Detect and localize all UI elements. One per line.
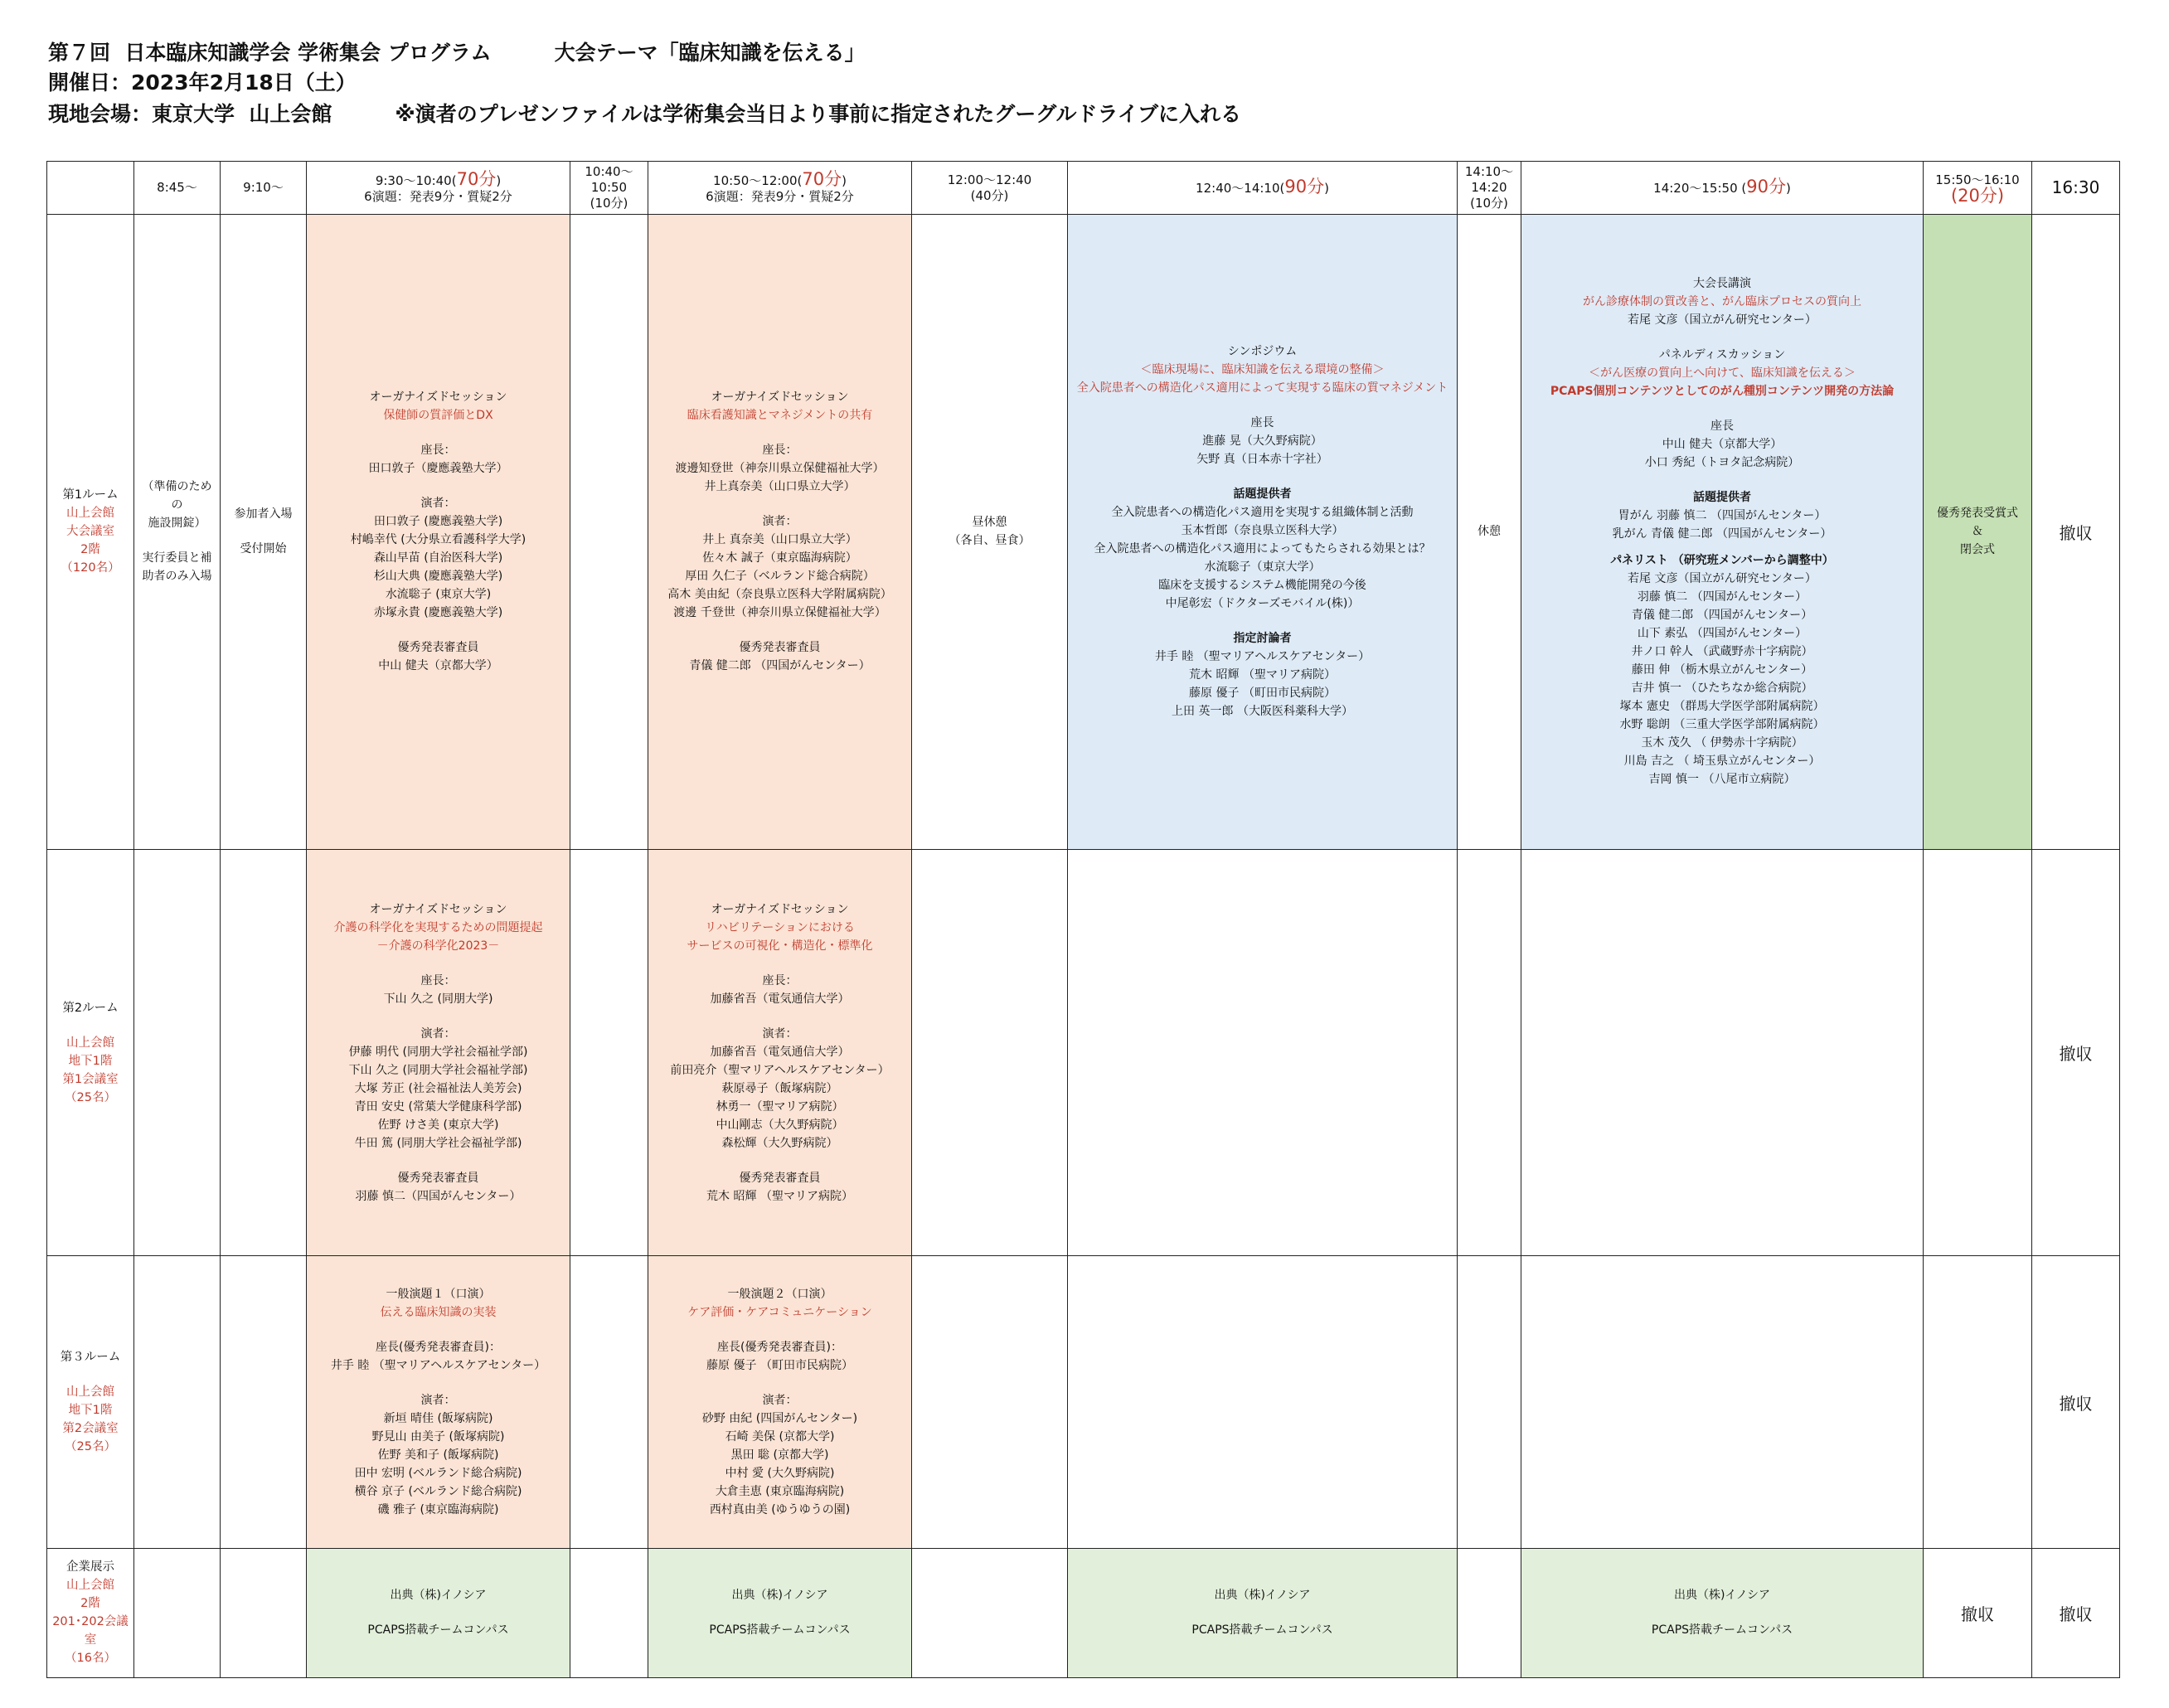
- room2-empty-1040: [570, 849, 648, 1256]
- expo-empty-1040: [570, 1548, 648, 1677]
- speaker: 田中 宏明 (ベルランド総合病院): [354, 1467, 522, 1481]
- room1-presidential-lecture: 大会長講演 がん診療体制の質改善と、がん臨床プロセスの質向上 若尾 文彦（国立がん研究センター） パネルディスカッション ＜がん医療の質向上へ向けて、臨床知識を伝える＞ PCAPS個別コンテンツとしてのがん種別コンテンツ開発の方法論 座長 中山 健夫（京都大学） 小口 秀紀（トヨタ記念病院） 話題提供者 胃がん 羽藤 慎二 （四国がんセンター） 乳がん 青儀 健二郎 （四国がんセンター） パネリスト （研究班メンバーから調整中） 若尾 文彦（国立がん研究センター） 羽藤 慎二 （四国がんセンター） 青儀 健二郎 （四国がんセンター） 山下 素弘 （四国がんセンター） 井ノ口 幹人 （武蔵野赤十字病院） 藤田 伸 （栃木県立がんセンター） 吉井 慎一 （ひたちなか総合病院） 塚本 憲史 （群馬大学医学部附属病院） 水野 聡朗 （三重大学医学部附属病院） 玉木 茂久 （ 伊勢赤十字病院） 川島 吉之 （ 埼玉県立がんセンター） 吉岡 慎一 （八尾市立病院）: [1521, 215, 1924, 850]
- speaker: 大塚 芳正 (社会福祉法人美芳会): [354, 1081, 522, 1095]
- speaker: 田口敦子 (慶應義塾大学): [373, 515, 503, 529]
- room2-empty-1420: [1521, 849, 1924, 1256]
- col-1240: 12:40～14:10(90分): [1068, 162, 1458, 215]
- speaker: 佐々木 誠子（東京臨海病院）: [702, 551, 857, 565]
- room3-withdraw: 撤収: [2032, 1256, 2120, 1548]
- panelist: 羽藤 慎二 （四国がんセンター）: [1637, 590, 1808, 604]
- panelist: 水野 聡朗 （三重大学医学部附属病院）: [1619, 718, 1825, 732]
- col-0845: 8:45～: [134, 162, 221, 215]
- col-1630: 16:30: [2032, 162, 2120, 215]
- speaker: 砂野 由紀 (四国がんセンター): [701, 1412, 858, 1426]
- room3-session1: 一般演題１（口演） 伝える臨床知識の実装 座長(優秀発表審査員)： 井手 睦 （聖マリアヘルスケアセンター） 演者： 新垣 晴佳 (飯塚病院) 野見山 由美子 (飯塚病院) 佐野 美和子 (飯塚病院) 田中 宏明 (ベルランド総合病院) 横谷 京子 (ベルランド総合病院) 磯 雅子 (東京臨海病院): [307, 1256, 570, 1548]
- panelist: 塚本 憲史 （群馬大学医学部附属病院）: [1619, 700, 1825, 714]
- room1-break2: 休憩: [1458, 215, 1521, 850]
- speaker: 伊藤 明代 (同朋大学社会福祉学部): [348, 1045, 528, 1059]
- room2-empty-1410: [1458, 849, 1521, 1256]
- speaker: 村嶋幸代 (大分県立看護科学大学): [350, 533, 526, 547]
- col-1200: 12:00～12:40 (40分): [912, 162, 1068, 215]
- col-1420: 14:20～15:50 (90分): [1521, 162, 1924, 215]
- speaker: 西村真由美 (ゆうゆうの園): [709, 1503, 851, 1517]
- speaker: 中山剛志（大久野病院）: [716, 1118, 844, 1132]
- room3-empty-0845: [134, 1256, 221, 1548]
- corner-cell: [47, 162, 134, 215]
- speaker: 林勇一（聖マリア病院）: [716, 1099, 844, 1114]
- room2-row: [47, 849, 2120, 1256]
- speaker: 高木 美由紀（奈良県立医科大学附属病院）: [667, 588, 892, 602]
- speaker: 井上 真奈美（山口県立大学）: [702, 533, 857, 547]
- room1-registration-cell: 参加者入場 受付開始: [221, 215, 307, 850]
- speaker: 萩原尋子（飯塚病院）: [721, 1081, 838, 1095]
- expo-exhibit: 出典（株)イノシア PCAPS搭載チームコンパス: [307, 1548, 570, 1677]
- speaker: 青田 安史 (常葉大学健康科学部): [354, 1099, 522, 1114]
- speaker: 森松輝（大久野病院）: [721, 1136, 838, 1150]
- room2-session1: オーガナイズドセッション 介護の科学化を実現するための問題提起 －介護の科学化2023－ 座長： 下山 久之 (同朋大学) 演者： 伊藤 明代 (同朋大学社会福祉学部) 下山 久之 (同朋大学社会福祉学部) 大塚 芳正 (社会福祉法人美芳会) 青田 安史 (常葉大学健康科学部) 佐野 けさ美 (東京大学) 牛田 篤 (同朋大学社会福祉学部) 優秀発表審査員 羽藤 慎二（四国がんセンター）: [307, 849, 570, 1256]
- speaker: 厚田 久仁子（ベルランド総合病院）: [685, 570, 875, 584]
- speaker: 杉山大典 (慶應義塾大学): [373, 570, 503, 584]
- program-theme: 大会テーマ「臨床知識を伝える」: [554, 41, 866, 65]
- room1-session1: オーガナイズドセッション 保健師の質評価とDX 座長： 田口敦子（慶應義塾大学） 演者： 田口敦子 (慶應義塾大学) 村嶋幸代 (大分県立看護科学大学) 森山早苗 (自治医科大学) 杉山大典 (慶應義塾大学) 水流聡子 (東京大学) 赤塚永貴 (慶應義塾大学) 優秀発表審査員 中山 健夫（京都大学）: [307, 215, 570, 850]
- expo-empty-1410: [1458, 1548, 1521, 1677]
- panelist: 川島 吉之 （ 埼玉県立がんセンター）: [1623, 755, 1821, 769]
- speaker: 磯 雅子 (東京臨海病院): [377, 1503, 499, 1517]
- expo-withdraw: 撤収: [2032, 1548, 2120, 1677]
- col-1410: 14:10～ 14:20 (10分): [1458, 162, 1521, 215]
- panelist: 山下 素弘 （四国がんセンター）: [1637, 627, 1808, 641]
- room1-row: [47, 215, 2120, 850]
- room3-empty-0910: [221, 1256, 307, 1548]
- room2-empty-1550: [1924, 849, 2032, 1256]
- panelist: 玉木 茂久 （ 伊勢赤十字病院）: [1641, 736, 1803, 750]
- program-title-line: [48, 38, 866, 68]
- room2-withdraw: 撤収: [2032, 849, 2120, 1256]
- presentation-file-note: ※演者のプレゼンファイルは学術集会当日より事前に指定されたグーグルドライブに入れる: [395, 102, 1241, 126]
- time-header-row: [47, 162, 2120, 215]
- venue-line: [48, 99, 1241, 129]
- panelist: 井ノ口 幹人 （武蔵野赤十字病院）: [1631, 645, 1813, 659]
- panelist: 若尾 文彦（国立がん研究センター）: [1628, 572, 1817, 586]
- room1-break1: [570, 215, 648, 850]
- schedule-table: [46, 161, 2120, 1678]
- room3-empty-1410: [1458, 1256, 1521, 1548]
- room3-empty-1550: [1924, 1256, 2032, 1548]
- expo-withdraw: 撤収: [1924, 1548, 2032, 1677]
- room2-empty-1240: [1068, 849, 1458, 1256]
- speaker: 前田亮介（聖マリアヘルスケアセンター）: [670, 1063, 890, 1077]
- event-date: 開催日：2023年2月18日（土）: [48, 70, 357, 95]
- room1-lunch: 昼休憩 （各自、昼食）: [912, 215, 1068, 850]
- col-1050: 10:50～12:00(70分) 6演題：発表9分・質疑2分: [648, 162, 912, 215]
- speaker: 赤塚永貴 (慶應義塾大学): [373, 606, 503, 620]
- speaker: 中村 愛 (大久野病院): [725, 1467, 835, 1481]
- room3-empty-1200: [912, 1256, 1068, 1548]
- expo-exhibit: 出典（株)イノシア PCAPS搭載チームコンパス: [648, 1548, 912, 1677]
- room1-label: 第1ルーム 山上会館 大会議室 2階 （120名）: [47, 215, 134, 850]
- room1-session2: オーガナイズドセッション 臨床看護知識とマネジメントの共有 座長： 渡邊知登世（神奈川県立保健福祉大学） 井上真奈美（山口県立大学） 演者： 井上 真奈美（山口県立大学） 佐々木 誠子（東京臨海病院） 厚田 久仁子（ベルランド総合病院） 高木 美由紀（奈良県立医科大学附属病院） 渡邊 千登世（神奈川県立保健福祉大学） 優秀発表審査員 青儀 健二郎 （四国がんセンター）: [648, 215, 912, 850]
- program-title: 第７回 日本臨床知識学会 学術集会 プログラム: [48, 41, 492, 65]
- panelist: 藤田 伸 （栃木県立がんセンター）: [1631, 663, 1813, 677]
- room2-label: 第2ルーム 山上会館 地下1階 第1会議室 （25名）: [47, 849, 134, 1256]
- speaker: 下山 久之 (同朋大学社会福祉学部): [348, 1063, 528, 1077]
- expo-exhibit: 出典（株)イノシア PCAPS搭載チームコンパス: [1521, 1548, 1924, 1677]
- col-1550: 15:50～16:10 (20分): [1924, 162, 2032, 215]
- expo-empty-0910: [221, 1548, 307, 1677]
- expo-row: [47, 1548, 2120, 1677]
- speaker: 牛田 篤 (同朋大学社会福祉学部): [354, 1136, 522, 1150]
- speaker: 黒田 聡 (京都大学): [730, 1448, 829, 1463]
- speaker: 水流聡子 (東京大学): [385, 588, 492, 602]
- room3-session2: 一般演題２（口演） ケア評価・ケアコミュニケーション 座長(優秀発表審査員)： 藤原 優子 （町田市民病院） 演者： 砂野 由紀 (四国がんセンター) 石崎 美保 (京都大学) 黒田 聡 (京都大学) 中村 愛 (大久野病院) 大倉圭恵 (東京臨海病院) 西村真由美 (ゆうゆうの園): [648, 1256, 912, 1548]
- room1-withdraw: 撤収: [2032, 215, 2120, 850]
- room2-empty-0845: [134, 849, 221, 1256]
- room1-symposium: シンポジウム ＜臨床現場に、臨床知識を伝える環境の整備＞ 全入院患者への構造化パス適用によって実現する臨床の質マネジメント 座長 進藤 晃（大久野病院） 矢野 真（日本赤十字社） 話題提供者 全入院患者への構造化パス適用を実現する組織体制と活動 玉本哲郎（奈良県立医科大学） 全入院患者への構造化パス適用によってもたらされる効果とは？ 水流聡子（東京大学） 臨床を支援するシステム機能開発の今後 中尾彰宏（ドクターズモバイル(株)） 指定討論者 井手 睦 （聖マリアヘルスケアセンター） 荒木 昭輝 （聖マリア病院） 藤原 優子 （町田市民病院） 上田 英一郎 （大阪医科薬科大学）: [1068, 215, 1458, 850]
- speaker: 大倉圭恵 (東京臨海病院): [715, 1485, 845, 1499]
- panelist: 吉井 慎一 （ひたちなか総合病院）: [1631, 682, 1813, 696]
- col-0910: 9:10～: [221, 162, 307, 215]
- expo-exhibit: 出典（株)イノシア PCAPS搭載チームコンパス: [1068, 1548, 1458, 1677]
- room1-award-closing: 優秀発表受賞式 ＆ 閉会式: [1924, 215, 2032, 850]
- speaker: 加藤省吾（電気通信大学）: [710, 1045, 850, 1059]
- room2-session2: オーガナイズドセッション リハビリテーションにおける サービスの可視化・構造化・標準化 座長： 加藤省吾（電気通信大学） 演者： 加藤省吾（電気通信大学） 前田亮介（聖マリアヘルスケアセンター） 萩原尋子（飯塚病院） 林勇一（聖マリア病院） 中山剛志（大久野病院） 森松輝（大久野病院） 優秀発表審査員 荒木 昭輝 （聖マリア病院）: [648, 849, 912, 1256]
- panelist: 青儀 健二郎 （四国がんセンター）: [1631, 609, 1813, 623]
- expo-label: 企業展示 山上会館 2階 201･202会議 室 （16名）: [47, 1548, 134, 1677]
- expo-empty-1200: [912, 1548, 1068, 1677]
- speaker: 森山早苗 (自治医科大学): [373, 551, 503, 565]
- speaker: 野見山 由美子 (飯塚病院): [371, 1430, 505, 1444]
- speaker: 新垣 晴佳 (飯塚病院): [383, 1412, 493, 1426]
- speaker: 横谷 京子 (ベルランド総合病院): [354, 1485, 522, 1499]
- speaker: 渡邊 千登世（神奈川県立保健福祉大学）: [673, 606, 886, 620]
- room3-empty-1040: [570, 1256, 648, 1548]
- speaker: 石崎 美保 (京都大学): [725, 1430, 835, 1444]
- col-0930: 9:30～10:40(70分) 6演題：発表9分・質疑2分: [307, 162, 570, 215]
- room2-empty-1200: [912, 849, 1068, 1256]
- expo-empty-0845: [134, 1548, 221, 1677]
- room3-empty-1420: [1521, 1256, 1924, 1548]
- speaker: 佐野 けさ美 (東京大学): [377, 1118, 499, 1132]
- room3-row: [47, 1256, 2120, 1548]
- panelist: 吉岡 慎一 （八尾市立病院）: [1648, 773, 1796, 787]
- room3-label: 第３ルーム 山上会館 地下1階 第2会議室 （25名）: [47, 1256, 134, 1548]
- speaker: 佐野 美和子 (飯塚病院): [377, 1448, 499, 1463]
- room2-empty-0910: [221, 849, 307, 1256]
- venue: 現地会場：東京大学 山上会館: [48, 102, 332, 126]
- room1-prep-cell: （準備のための 施設開錠） 実行委員と補 助者のみ入場: [134, 215, 221, 850]
- col-1040: 10:40～ 10:50 (10分): [570, 162, 648, 215]
- room3-empty-1240: [1068, 1256, 1458, 1548]
